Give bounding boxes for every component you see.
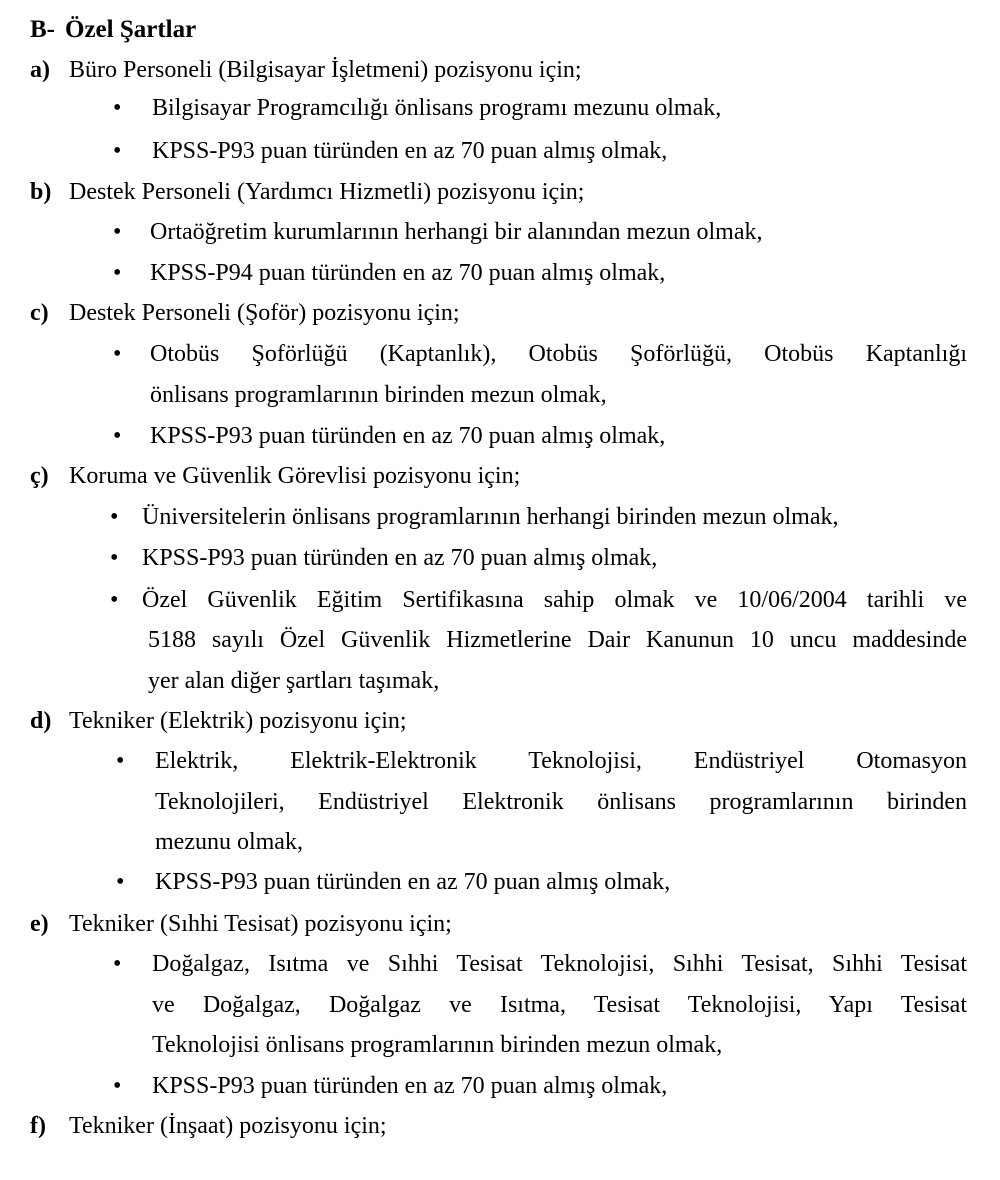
list-item-text: KPSS-P94 puan türünden en az 70 puan almış olmak, <box>150 260 666 286</box>
section-title: Büro Personeli (Bilgisayar İşletmeni) pozisyonu için; <box>69 57 582 83</box>
section-title: Tekniker (Sıhhi Tesisat) pozisyonu için; <box>69 911 452 937</box>
bullet-icon: • <box>110 545 119 571</box>
section-letter: d) <box>30 708 52 734</box>
section-title: Tekniker (İnşaat) pozisyonu için; <box>69 1113 387 1139</box>
section-letter: c) <box>30 300 49 326</box>
section-letter: e) <box>30 911 49 937</box>
heading-title: Özel Şartlar <box>65 16 197 43</box>
bullet-icon: • <box>110 587 119 613</box>
list-item-text: Elektrik, Elektrik-Elektronik Teknolojisi, Endüstriyel Otomasyon <box>155 748 967 774</box>
section-f-title <box>30 1110 970 1142</box>
section-b-title <box>30 176 970 208</box>
section-title: Destek Personeli (Yardımcı Hizmetli) pozisyonu için; <box>69 179 585 205</box>
bullet-icon: • <box>113 341 122 367</box>
section-letter: f) <box>30 1113 46 1139</box>
bullet-icon: • <box>113 951 122 977</box>
section-letter: ç) <box>30 463 49 489</box>
bullet-icon: • <box>116 748 125 774</box>
section-letter: a) <box>30 57 50 83</box>
section-letter: b) <box>30 179 52 205</box>
list-item-text: önlisans programlarının birinden mezun olmak, <box>150 382 607 408</box>
list-item-text: mezunu olmak, <box>155 829 303 855</box>
section-heading <box>30 14 196 46</box>
list-item-text: Üniversitelerin önlisans programlarının herhangi birinden mezun olmak, <box>142 504 839 530</box>
section-title: Tekniker (Elektrik) pozisyonu için; <box>69 708 407 734</box>
list-item-text: Doğalgaz, Isıtma ve Sıhhi Tesisat Teknolojisi, Sıhhi Tesisat, Sıhhi Tesisat <box>152 951 967 977</box>
list-item-text: Özel Güvenlik Eğitim Sertifikasına sahip olmak ve 10/06/2004 tarihli ve <box>142 587 967 613</box>
list-item-text: Otobüs Şoförlüğü (Kaptanlık), Otobüs Şoförlüğü, Otobüs Kaptanlığı <box>150 341 967 367</box>
bullet-icon: • <box>116 869 125 895</box>
bullet-icon: • <box>113 260 122 286</box>
section-c-cedilla-title <box>30 460 970 492</box>
section-d-title <box>30 705 970 737</box>
bullet-icon: • <box>110 504 119 530</box>
bullet-icon: • <box>113 219 122 245</box>
heading-label: B- <box>30 16 55 43</box>
list-item-text: ve Doğalgaz, Doğalgaz ve Isıtma, Tesisat Teknolojisi, Yapı Tesisat <box>152 992 967 1018</box>
bullet-icon: • <box>113 95 122 121</box>
section-a-title <box>30 54 970 86</box>
list-item-text: KPSS-P93 puan türünden en az 70 puan almış olmak, <box>150 423 666 449</box>
list-item-text: 5188 sayılı Özel Güvenlik Hizmetlerine Dair Kanunun 10 uncu maddesinde <box>148 627 967 653</box>
list-item-text: KPSS-P93 puan türünden en az 70 puan almış olmak, <box>152 1073 668 1099</box>
list-item-text: Bilgisayar Programcılığı önlisans programı mezunu olmak, <box>152 95 722 121</box>
list-item-text: KPSS-P93 puan türünden en az 70 puan almış olmak, <box>152 138 668 164</box>
list-item-text: KPSS-P93 puan türünden en az 70 puan almış olmak, <box>155 869 671 895</box>
section-title: Koruma ve Güvenlik Görevlisi pozisyonu için; <box>69 463 521 489</box>
list-item-text: KPSS-P93 puan türünden en az 70 puan almış olmak, <box>142 545 658 571</box>
bullet-icon: • <box>113 423 122 449</box>
bullet-icon: • <box>113 138 122 164</box>
section-title: Destek Personeli (Şoför) pozisyonu için; <box>69 300 460 326</box>
bullet-icon: • <box>113 1073 122 1099</box>
list-item-text: Teknolojileri, Endüstriyel Elektronik önlisans programlarının birinden <box>155 789 967 815</box>
section-e-title <box>30 908 970 940</box>
section-c-title <box>30 297 970 329</box>
list-item-text: yer alan diğer şartları taşımak, <box>148 668 440 694</box>
list-item-text: Teknolojisi önlisans programlarının birinden mezun olmak, <box>152 1032 723 1058</box>
list-item-text: Ortaöğretim kurumlarının herhangi bir alanından mezun olmak, <box>150 219 763 245</box>
